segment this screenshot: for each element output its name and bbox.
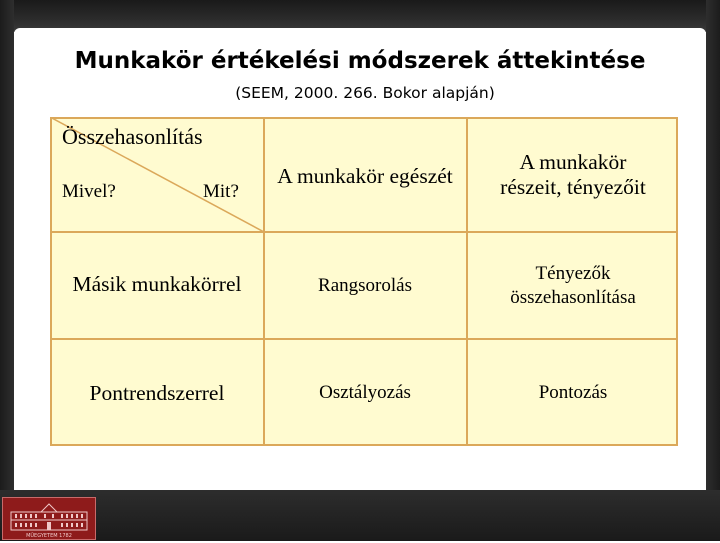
- slide-frame-right: [706, 0, 720, 541]
- table-cell-factor-comparison: Tényezők összehasonlítása: [510, 263, 636, 308]
- slide-frame-left: [0, 0, 14, 541]
- column-header-whole-job: A munkakör egészét: [277, 163, 453, 188]
- table-cell-ranking: Rangsorolás: [318, 275, 412, 296]
- corner-header-comparison: Összehasonlítás: [62, 124, 203, 149]
- row-header-other-job: Másik munkakörrel: [72, 272, 242, 296]
- table-cell-point-rating: Pontozás: [538, 382, 608, 403]
- slide-frame-bottom: [0, 490, 720, 541]
- table-cell-classification: Osztályozás: [319, 382, 411, 403]
- svg-text:MŰEGYETEM 1782: MŰEGYETEM 1782: [26, 533, 72, 539]
- row-header-point-system: Pontrendszerrel: [89, 381, 225, 405]
- slide-title: Munkakör értékelési módszerek áttekintése: [74, 48, 646, 74]
- building-icon: [3, 498, 95, 539]
- column-header-job-parts: A munkakör részeit, tényezőit: [500, 150, 646, 199]
- university-logo: [2, 497, 96, 540]
- corner-row-axis-label: Mivel?: [62, 181, 116, 202]
- slide-subtitle: (SEEM, 2000. 266. Bokor alapján): [235, 84, 495, 102]
- corner-column-axis-label: Mit?: [203, 181, 239, 202]
